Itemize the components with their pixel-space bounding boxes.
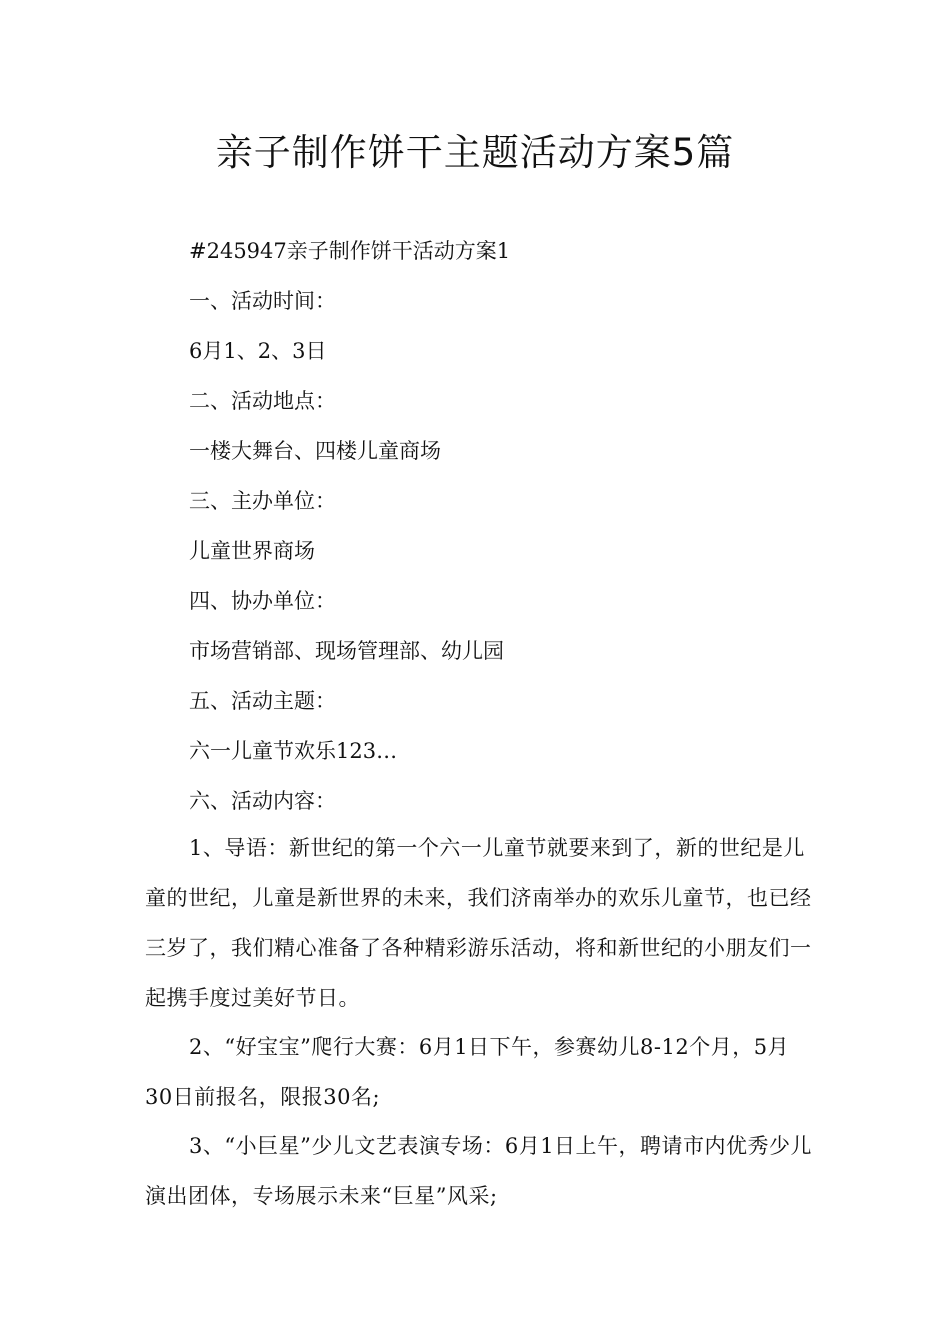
item-value-time: 6月1、2、3日: [189, 339, 327, 363]
content-paragraph-2: 2、“好宝宝”爬行大赛：6月1日下午，参赛幼儿8-12个月，5月30日前报名，限报30名;: [145, 1035, 790, 1109]
content-paragraph-1: 1、导语：新世纪的第一个六一儿童节就要来到了，新的世纪是儿童的世纪，儿童是新世界的未来，我们济南举办的欢乐儿童节，也已经三岁了，我们精心准备了各种精彩游乐活动，将和新世纪的小朋友们一起携手度过美好节日。: [145, 836, 812, 1010]
item-label-organizer: 三、主办单位：: [189, 489, 336, 513]
document-title: 亲子制作饼干主题活动方案5篇: [215, 131, 735, 174]
content-paragraph-3: 3、“小巨星”少儿文艺表演专场：6月1日上午，聘请市内优秀少儿演出团体，专场展示未来“巨星”风采;: [145, 1134, 813, 1208]
item-label-content: 六、活动内容：: [189, 789, 336, 813]
item-label-location: 二、活动地点：: [189, 389, 336, 413]
item-value-organizer: 儿童世界商场: [189, 539, 315, 563]
item-value-theme: 六一儿童节欢乐123…: [189, 739, 398, 763]
item-value-location: 一楼大舞台、四楼儿童商场: [189, 439, 441, 463]
section-heading: #245947亲子制作饼干活动方案1: [189, 239, 511, 263]
item-value-co-organizer: 市场营销部、现场管理部、幼儿园: [189, 639, 504, 663]
item-label-theme: 五、活动主题：: [189, 689, 336, 713]
item-label-co-organizer: 四、协办单位：: [189, 589, 336, 613]
item-label-time: 一、活动时间：: [189, 289, 336, 313]
